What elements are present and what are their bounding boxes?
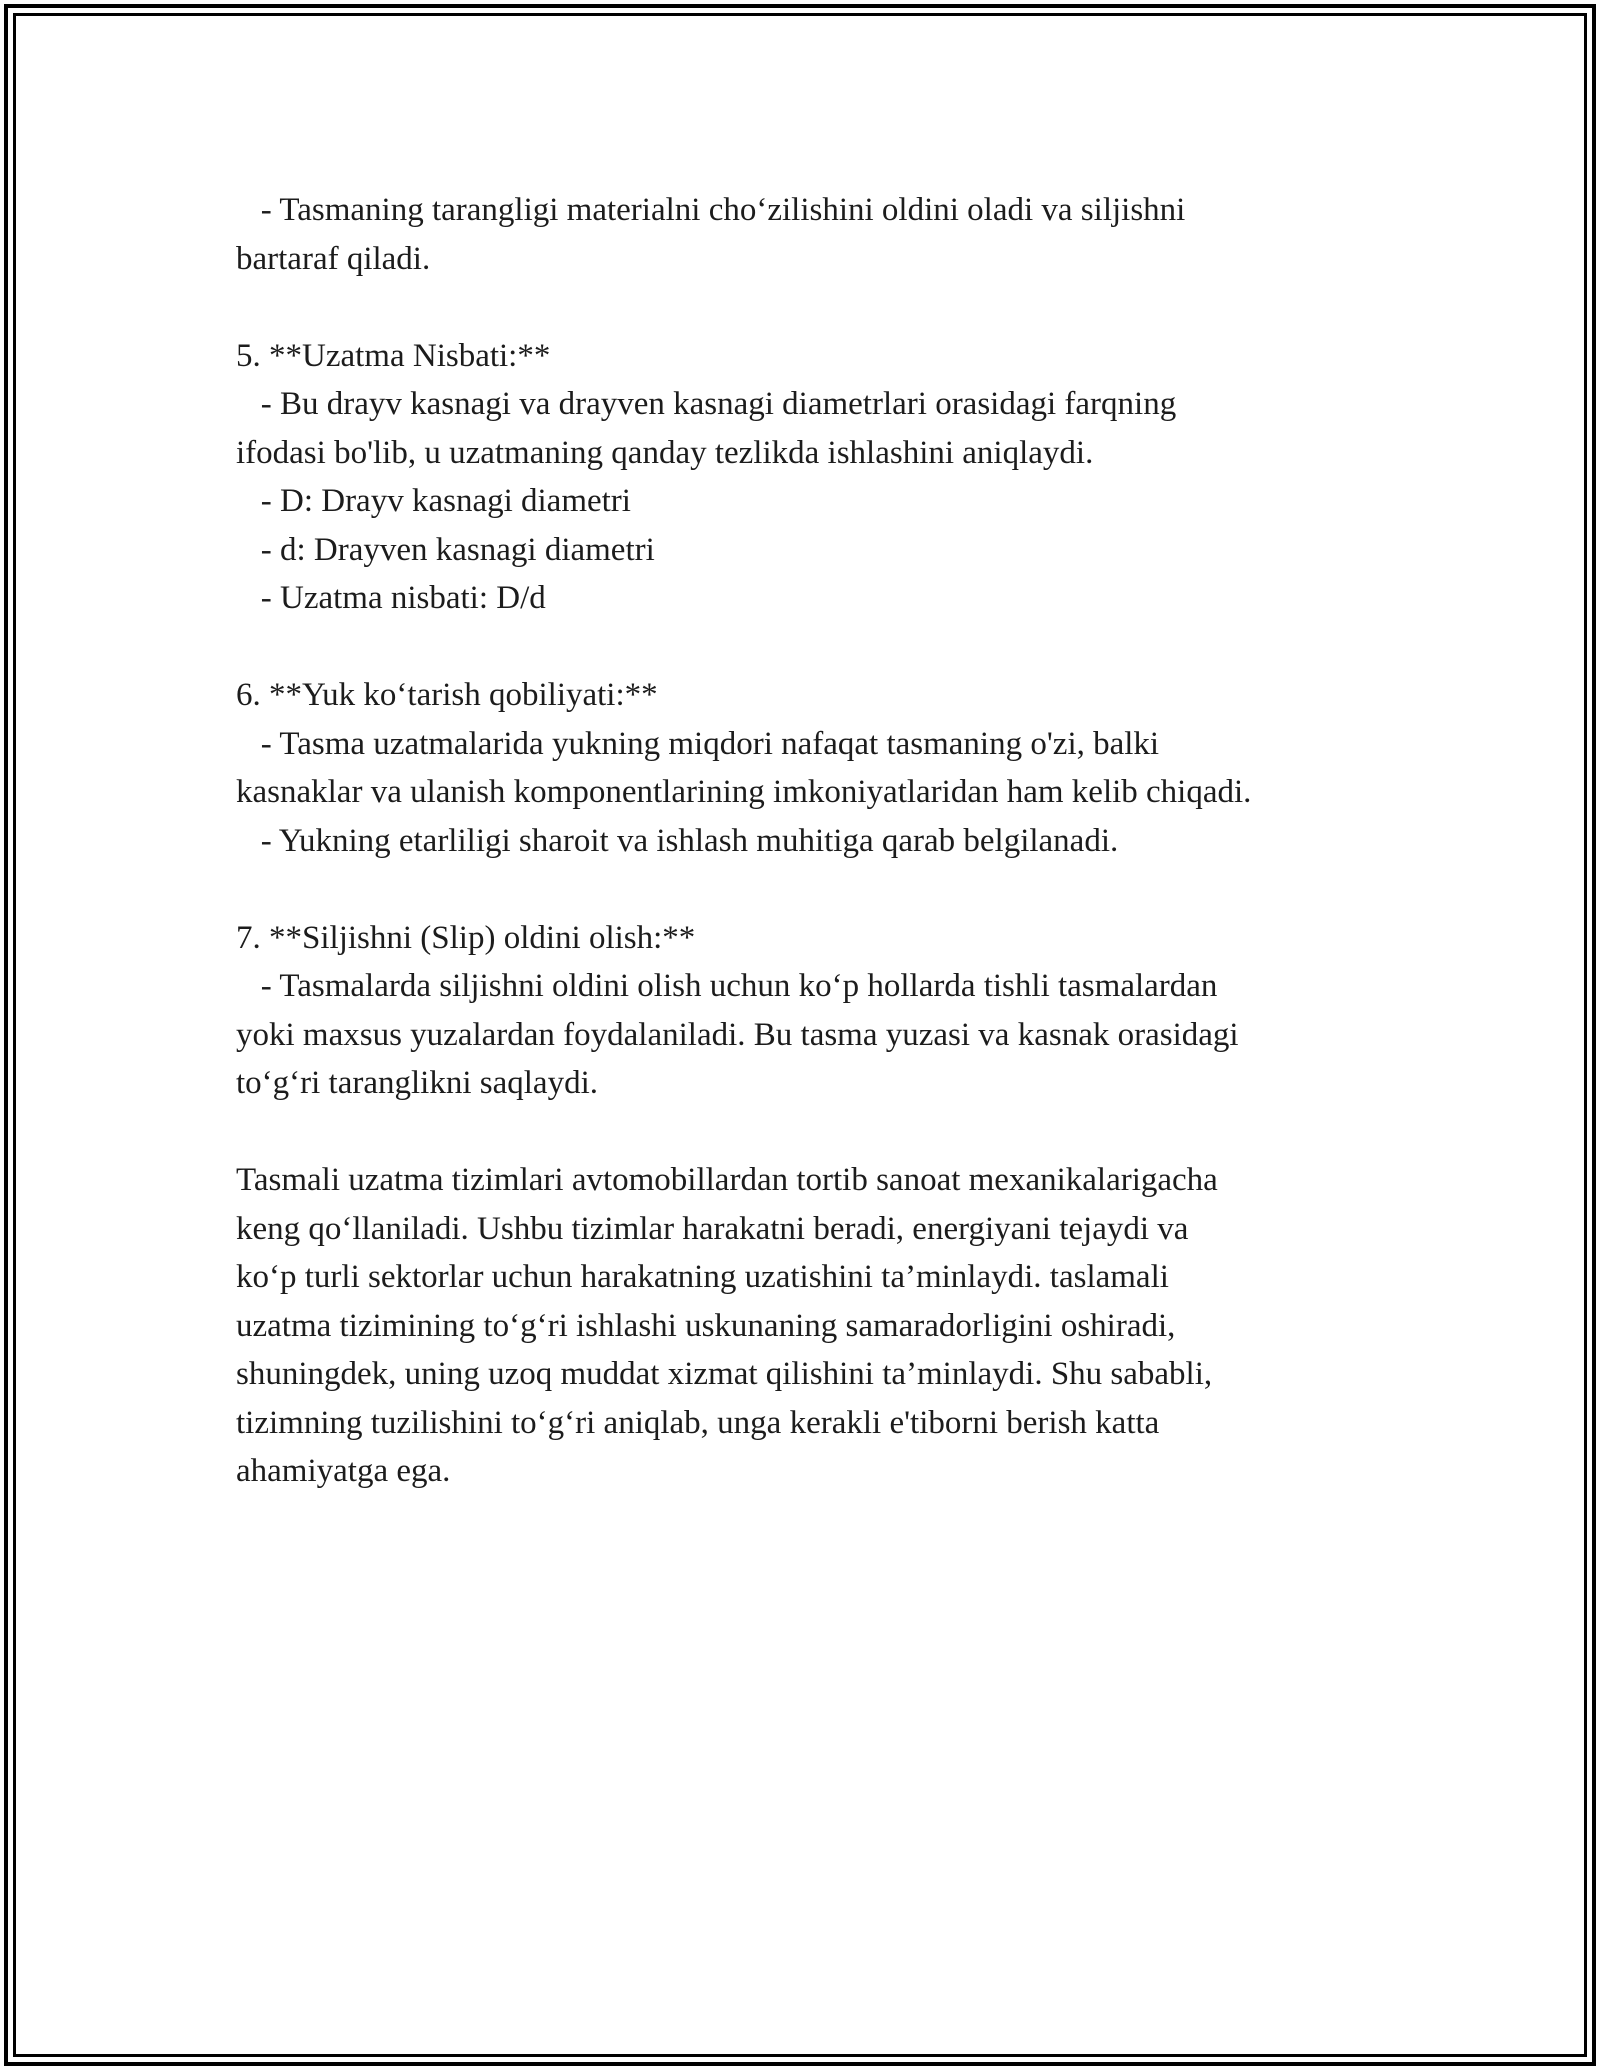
- document-body: [236, 186, 1386, 1496]
- list-item: - D: Drayv kasnagi diametri: [236, 483, 631, 519]
- blank-line: [236, 865, 1386, 914]
- paragraph-line: keng qo‘llaniladi. Ushbu tizimlar harakatni beradi, energiyani tejaydi va: [236, 1210, 1189, 1247]
- text-line: - Bu drayv kasnagi va drayven kasnagi diametrlari orasidagi farqning: [236, 386, 1177, 422]
- paragraph-line: tizimning tuzilishini to‘g‘ri aniqlab, unga kerakli e'tiborni berish katta: [236, 1404, 1160, 1441]
- text-line: - Tasmalarda siljishni oldini olish uchun ko‘p hollarda tishli tasmalardan: [236, 968, 1218, 1004]
- section-heading: 6. **Yuk ko‘tarish qobiliyati:**: [236, 677, 658, 713]
- blank-line: [236, 623, 1386, 672]
- text-line: - Tasmaning tarangligi materialni cho‘zilishini oldini oladi va siljishni: [236, 192, 1186, 228]
- list-item: - Uzatma nisbati: D/d: [236, 580, 546, 616]
- text-line: kasnaklar va ulanish komponentlarining imkoniyatlaridan ham kelib chiqadi.: [236, 774, 1252, 810]
- text-line: to‘g‘ri taranglikni saqlaydi.: [236, 1065, 598, 1101]
- paragraph-line: ko‘p turli sektorlar uchun harakatning uzatishini ta’minlaydi. taslamali: [236, 1259, 1169, 1295]
- paragraph-line: shuningdek, uning uzoq muddat xizmat qilishini ta’minlaydi. Shu sababli,: [236, 1356, 1213, 1392]
- section-heading: 5. **Uzatma Nisbati:**: [236, 337, 551, 374]
- text-line: - Tasma uzatmalarida yukning miqdori nafaqat tasmaning o'zi, balki: [236, 725, 1160, 762]
- paragraph-line: Tasmali uzatma tizimlari avtomobillardan tortib sanoat mexanikalarigacha: [236, 1162, 1218, 1198]
- blank-line: [236, 1108, 1386, 1157]
- text-line: yoki maxsus yuzalardan foydalaniladi. Bu tasma yuzasi va kasnak orasidagi: [236, 1016, 1239, 1053]
- list-item: - d: Drayven kasnagi diametri: [236, 531, 655, 568]
- section-heading: 7. **Siljishni (Slip) oldini olish:**: [236, 919, 696, 956]
- blank-line: [236, 283, 1386, 332]
- paragraph-line: uzatma tizimining to‘g‘ri ishlashi uskunaning samaradorligini oshiradi,: [236, 1307, 1176, 1344]
- text-line: ifodasi bo'lib, u uzatmaning qanday tezlikda ishlashini aniqlaydi.: [236, 434, 1094, 471]
- text-line: bartaraf qiladi.: [236, 240, 431, 277]
- list-item: - Yukning etarliligi sharoit va ishlash muhitiga qarab belgilanadi.: [236, 822, 1119, 859]
- paragraph-line: ahamiyatga ega.: [236, 1453, 451, 1489]
